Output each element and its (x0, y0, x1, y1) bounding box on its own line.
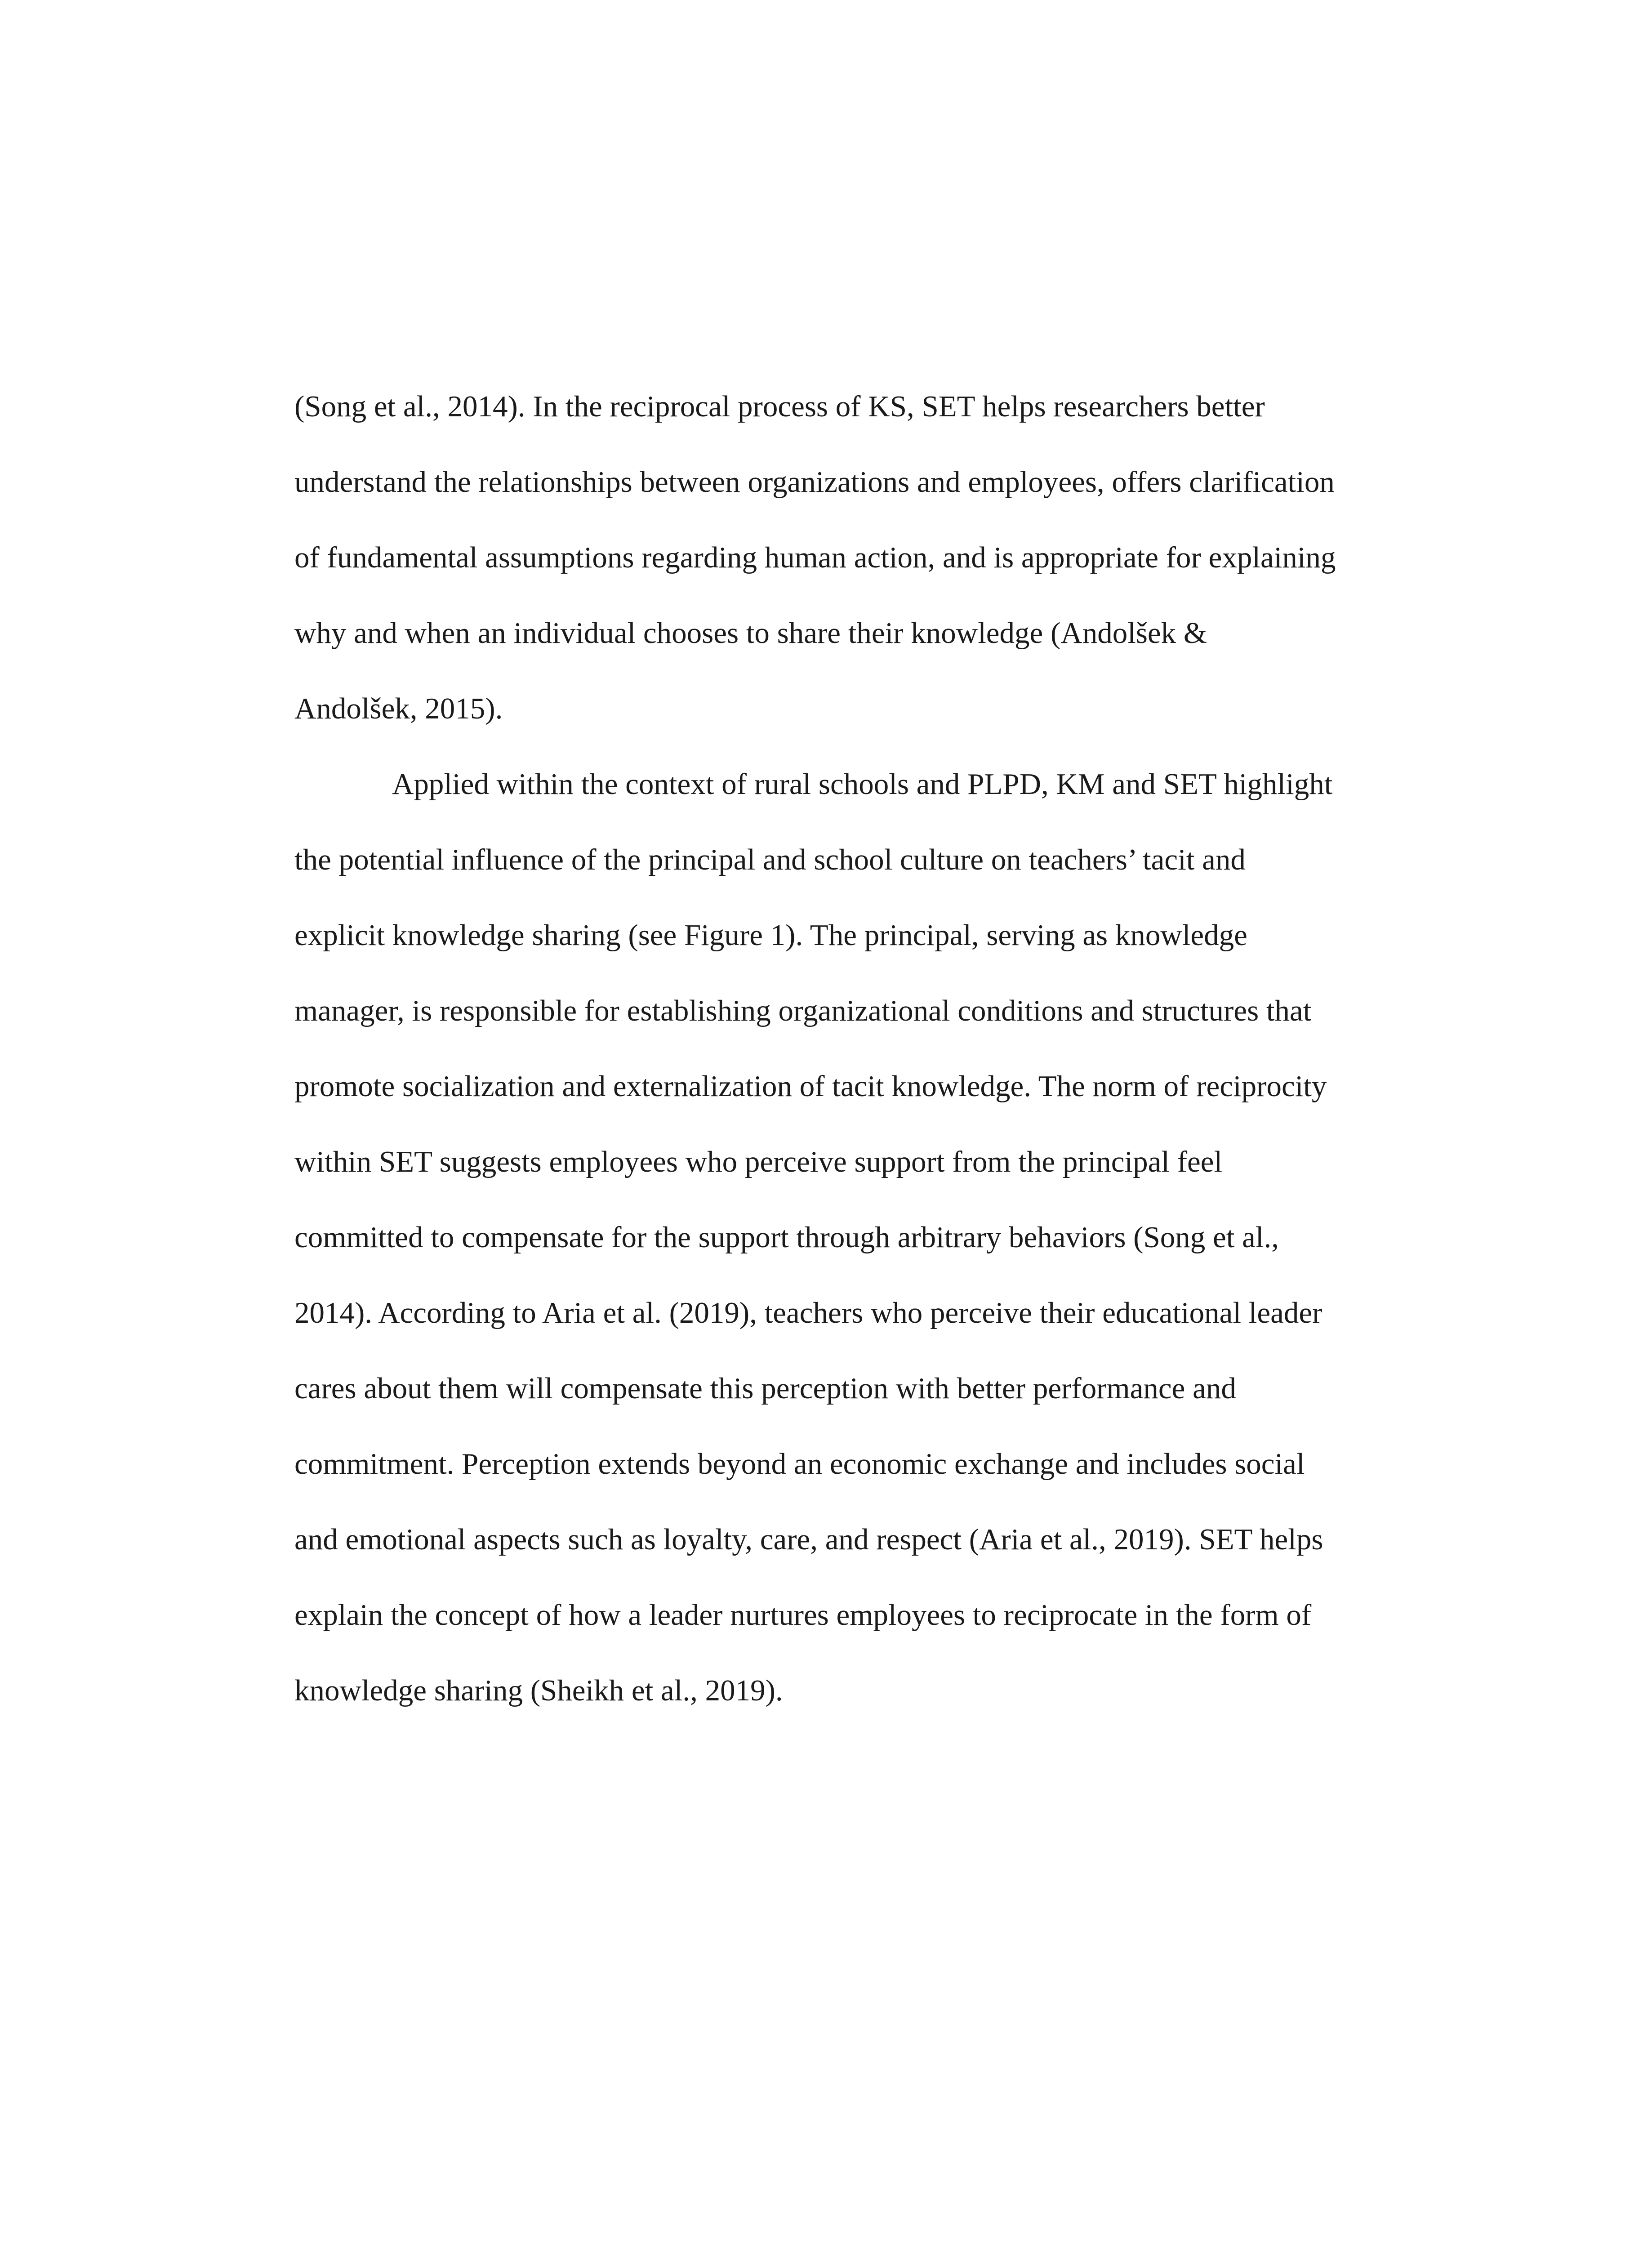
text-line: explicit knowledge sharing (see Figure 1). The principal, serving as knowledge (294, 919, 1247, 952)
text-line: understand the relationships between organizations and employees, offers clarification (294, 465, 1335, 499)
text-line: cares about them will compensate this perception with better performance and (294, 1372, 1236, 1405)
text-line: (Song et al., 2014). In the reciprocal process of KS, SET helps researchers better (294, 390, 1265, 423)
text-line: Applied within the context of rural schools and PLPD, KM and SET highlight (392, 767, 1333, 801)
text-line: the potential influence of the principal and school culture on teachers’ tacit and (294, 843, 1246, 876)
paragraph-2 (294, 746, 1438, 1728)
text-line: Andolšek, 2015). (294, 692, 503, 725)
text-line: committed to compensate for the support through arbitrary behaviors (Song et al., (294, 1221, 1279, 1254)
paragraph-1 (294, 369, 1438, 746)
text-line: commitment. Perception extends beyond an economic exchange and includes social (294, 1447, 1305, 1481)
text-line: and emotional aspects such as loyalty, care, and respect (Aria et al., 2019). SET helps (294, 1523, 1323, 1556)
text-line: manager, is responsible for establishing organizational conditions and structures that (294, 994, 1312, 1027)
text-line: within SET suggests employees who perceive support from the principal feel (294, 1145, 1223, 1178)
text-line: promote socialization and externalization of tacit knowledge. The norm of reciprocity (294, 1070, 1327, 1103)
text-line: knowledge sharing (Sheikh et al., 2019). (294, 1674, 783, 1707)
text-line: explain the concept of how a leader nurtures employees to reciprocate in the form of (294, 1598, 1312, 1632)
text-line: 2014). According to Aria et al. (2019), teachers who perceive their educational leader (294, 1296, 1322, 1329)
body-text (294, 369, 1438, 1728)
text-line: why and when an individual chooses to share their knowledge (Andolšek & (294, 616, 1207, 650)
text-line: of fundamental assumptions regarding human action, and is appropriate for explaining (294, 541, 1336, 574)
